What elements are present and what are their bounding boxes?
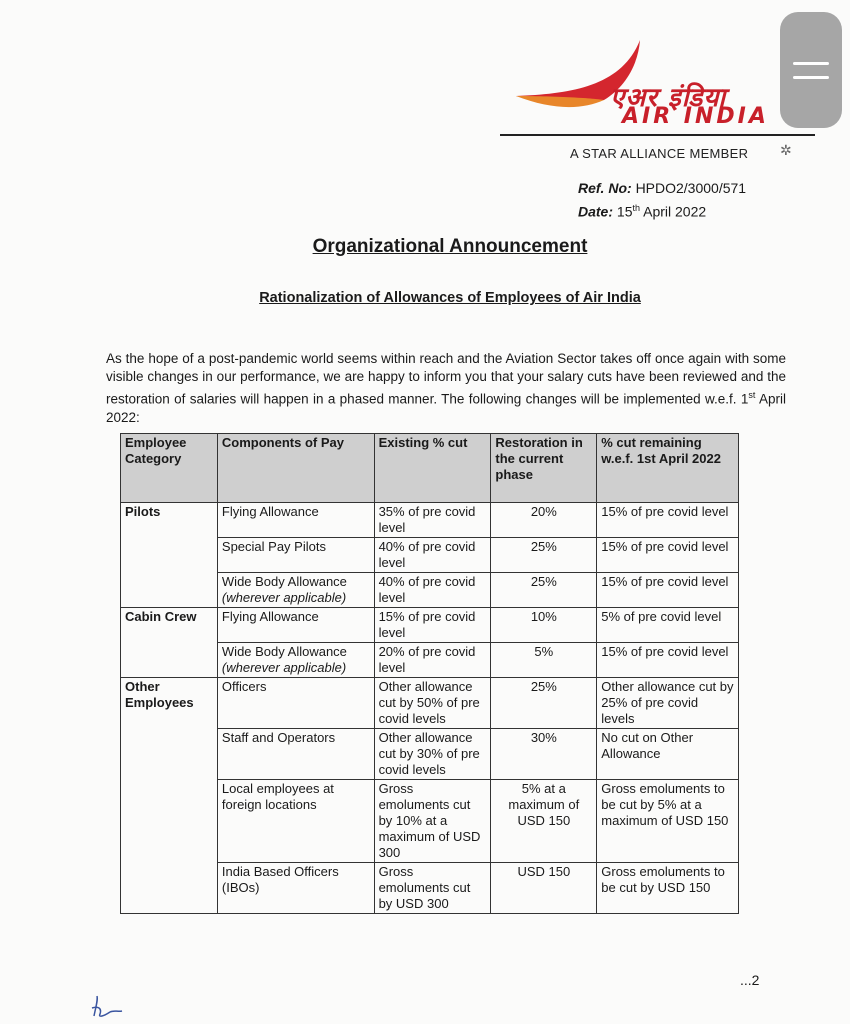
existing-cell: 20% of pre covid level — [374, 643, 491, 678]
remaining-cell: Other allowance cut by 25% of pre covid levels — [597, 678, 739, 729]
table-row — [121, 608, 739, 643]
existing-cell: Gross emoluments cut by 10% at a maximum of USD 300 — [374, 780, 491, 863]
component-cell — [217, 573, 374, 608]
restoration-cell: 30% — [491, 729, 597, 780]
remaining-cell: Gross emoluments to be cut by USD 150 — [597, 863, 739, 914]
existing-cell: Other allowance cut by 50% of pre covid levels — [374, 678, 491, 729]
component-name: Wide Body Allowance — [221, 644, 347, 659]
hamburger-menu-icon[interactable] — [780, 12, 842, 128]
component-cell: Local employees at foreign locations — [217, 780, 374, 863]
allowances-table — [120, 433, 739, 914]
existing-cell: Gross emoluments cut by USD 300 — [374, 863, 491, 914]
star-alliance-text: A STAR ALLIANCE MEMBER — [570, 146, 749, 161]
signature-icon — [88, 994, 128, 1022]
remaining-cell: 15% of pre covid level — [597, 573, 739, 608]
date-label: Date: — [578, 203, 614, 220]
remaining-cell: 15% of pre covid level — [597, 538, 739, 573]
intro-paragraph — [106, 350, 786, 427]
restoration-cell: USD 150 — [491, 863, 597, 914]
page-title: Organizational Announcement — [312, 236, 588, 257]
category-cell: Pilots — [121, 503, 218, 608]
restoration-cell: 20% — [491, 503, 597, 538]
table-row — [121, 678, 739, 729]
component-cell: Staff and Operators — [217, 729, 374, 780]
intro-tail: April 2022: — [106, 391, 786, 425]
existing-cell: 40% of pre covid level — [374, 538, 491, 573]
intro-suffix: st — [748, 390, 756, 400]
ref-number-label: Ref. No: — [578, 180, 632, 196]
remaining-cell: 5% of pre covid level — [597, 608, 739, 643]
intro-text: As the hope of a post-pandemic world seems within reach and the Aviation Sector takes off once again with some visible changes in our performance, we are happy to inform you that your salary cuts have been reviewed and the restoration of salaries will happen in a phased manner. The following changes will be implemented w.e.f. 1 — [106, 351, 786, 407]
component-note: (wherever applicable) — [221, 660, 347, 675]
component-note: (wherever applicable) — [221, 590, 347, 605]
remaining-cell: 15% of pre covid level — [597, 503, 739, 538]
component-cell — [217, 643, 374, 678]
logo-english-text: AIR INDIA — [622, 104, 769, 129]
restoration-cell: 5% — [491, 643, 597, 678]
category-cell: Other Employees — [121, 678, 218, 914]
header-employee-category: Employee Category — [121, 434, 218, 503]
logo-hindi-text: एअर इंडिया — [610, 83, 727, 113]
star-alliance-icon: ✲ — [780, 142, 792, 158]
component-cell: Special Pay Pilots — [217, 538, 374, 573]
restoration-cell: 5% at a maximum of USD 150 — [491, 780, 597, 863]
restoration-cell: 25% — [491, 678, 597, 729]
logo-divider — [500, 134, 815, 136]
page-number: ...2 — [740, 972, 760, 988]
table-body — [121, 503, 739, 914]
date-suffix: th — [632, 203, 640, 213]
table-header-row — [121, 434, 739, 503]
header-components: Components of Pay — [217, 434, 374, 503]
component-cell: India Based Officers (IBOs) — [217, 863, 374, 914]
component-cell: Flying Allowance — [217, 503, 374, 538]
restoration-cell: 25% — [491, 573, 597, 608]
remaining-cell: 15% of pre covid level — [597, 643, 739, 678]
header-remaining-cut: % cut remaining w.e.f. 1st April 2022 — [597, 434, 739, 503]
existing-cell: 15% of pre covid level — [374, 608, 491, 643]
component-cell: Flying Allowance — [217, 608, 374, 643]
ref-number-line — [578, 178, 746, 198]
table-row — [121, 503, 739, 538]
component-cell: Officers — [217, 678, 374, 729]
existing-cell: 35% of pre covid level — [374, 503, 491, 538]
existing-cell: 40% of pre covid level — [374, 573, 491, 608]
date-day: 15 — [616, 203, 633, 220]
ref-number-value: HPDO2/3000/571 — [635, 180, 747, 196]
existing-cell: Other allowance cut by 30% of pre covid levels — [374, 729, 491, 780]
page-subtitle: Rationalization of Allowances of Employees of Air India — [259, 290, 641, 306]
category-cell: Cabin Crew — [121, 608, 218, 678]
restoration-cell: 25% — [491, 538, 597, 573]
remaining-cell: No cut on Other Allowance — [597, 729, 739, 780]
remaining-cell: Gross emoluments to be cut by 5% at a maximum of USD 150 — [597, 780, 739, 863]
date-line — [578, 198, 746, 222]
date-rest: April 2022 — [643, 203, 707, 220]
header-existing-cut: Existing % cut — [374, 434, 491, 503]
restoration-cell: 10% — [491, 608, 597, 643]
table-header — [121, 434, 739, 503]
header-restoration: Restoration in the current phase — [491, 434, 597, 503]
reference-block — [578, 178, 746, 222]
component-name: Wide Body Allowance — [221, 574, 347, 589]
